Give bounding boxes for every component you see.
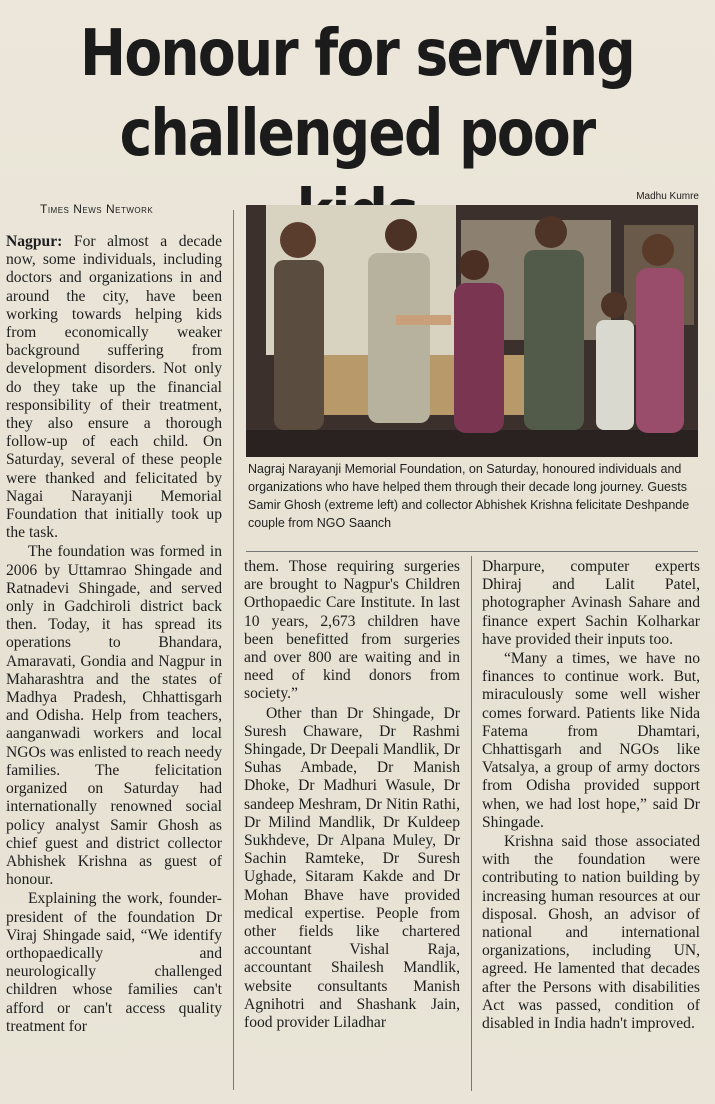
paragraph-text: For almost a decade now, some individuals, including doctors and organizations in and around the city, have been working towards helping kids from economically weaker background suffering from development disorders. Not only do they take up the financial responsibility of their treatment, they also ensure a thorough follow-up of each child. On Saturday, several of these people were thanked and felicitated by Nagai Narayanji Memorial Foundation that initially took up the task. — [6, 233, 222, 542]
photo-illustration — [246, 205, 698, 457]
paragraph: Dharpure, computer experts Dhiraj and Lalit Patel, photographer Avinash Sahare and finance expert Sachin Kolharkar have provided their inputs too. — [482, 558, 700, 648]
column-1 — [6, 233, 222, 1037]
news-photo — [246, 205, 698, 457]
paragraph: Krishna said those associated with the foundation were contributing to nation building by increasing human resources at our disposal. Ghosh, an advisor of national and international organizations, including UN, agreed. He lamented that decades after the Persons with disabilities Act was passed, condition of disabled in India hadn't improved. — [482, 833, 700, 1033]
byline: Times News Network — [40, 202, 154, 216]
headline-line-1: Honour for serving — [79, 17, 635, 91]
headline-line-2: challenged poor — [119, 97, 595, 171]
column-2 — [244, 558, 460, 1033]
paragraph: them. Those requiring surgeries are brought to Nagpur's Children Orthopaedic Care Institute. In last 10 years, 2,673 children have been benefitted from surgeries and over 800 are waiting and in need of kind donors from society.” — [244, 558, 460, 703]
paragraph: Explaining the work, founder-president of the foundation Dr Viraj Shingade said, “We identify orthopaedically and neurologically challenged children whose families can't afford or can't access quality treatment for — [6, 890, 222, 1035]
column-rule — [471, 556, 472, 1091]
paragraph: Other than Dr Shingade, Dr Suresh Chaware, Dr Rashmi Shingade, Dr Deepali Mandlik, Dr Suhas Ambade, Dr Manish Dhoke, Dr Madhuri Wasule, Dr sandeep Meshram, Dr Nitin Rathi, Dr Milind Mandlik, Dr Kuldeep Sukhdeve, Dr Alpana Muley, Dr Sachin Ramteke, Dr Suresh Ughade, Sitaram Kakde and Dr Mohan Bhave have provided medical expertise. People from other fields like chartered accountant Vishal Raja, accountant Shailesh Mandlik, website consultants Manish Agnihotri and Shashank Jain, food provider Liladhar — [244, 704, 460, 1032]
paragraph: “Many a times, we have no finances to continue work. But, miraculously some well wisher comes forward. Patients like Nida Fatema from Dhamtari, Chhattisgarh and NGOs like Vatsalya, a group of army doctors from Odisha provided support when, we had lost hope,” said Dr Shingade. — [482, 650, 700, 831]
photo-caption: Nagraj Narayanji Memorial Foundation, on Saturday, honoured individuals and organizations who have helped them through their decade long journey. Guests Samir Ghosh (extreme left) and collector Abhishek Krishna felicitate Deshpande couple from NGO Saanch — [248, 462, 690, 530]
column-rule — [233, 210, 234, 1090]
column-3 — [482, 558, 700, 1034]
dateline: Nagpur: — [6, 233, 63, 250]
caption-rule — [246, 551, 698, 552]
photo-credit: Madhu Kumre — [636, 191, 699, 202]
paragraph — [6, 233, 222, 542]
paragraph: The foundation was formed in 2006 by Uttamrao Shingade and Ratnadevi Shingade, and served only in Gadchiroli district back then. Today, it has spread its operations to Bhandara, Amaravati, Gondia and Nagpur in Maharashtra and the states of Madhya Pradesh, Chhattisgarh and Odisha. Help from teachers, aanganwadi workers and local NGOs was enlisted to reach needy families. The felicitation organized on Saturday had internationally renowned social policy analyst Samir Ghosh as chief guest and district collector Abhishek Krishna as guest of honour. — [6, 543, 222, 889]
